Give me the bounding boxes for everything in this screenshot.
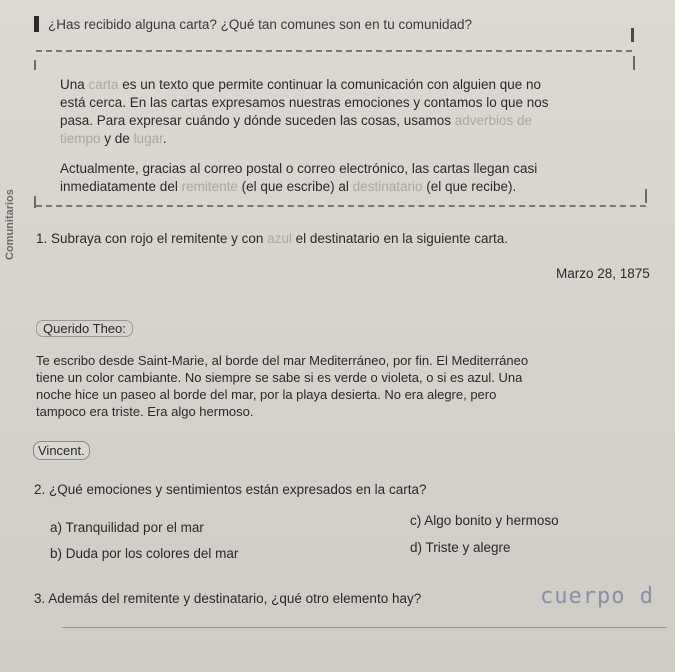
box-right-tick <box>633 56 635 70</box>
info-p1-line3 <box>60 112 532 130</box>
info-p2-line2 <box>60 178 516 196</box>
box-top-border <box>36 50 632 52</box>
question-1-c: el destinatario en la siguiente carta. <box>291 231 509 246</box>
term-destinatario: destinatario <box>352 179 423 194</box>
option-b[interactable]: b) Duda por los colores del mar <box>50 546 239 561</box>
box-bottom-border <box>36 205 646 207</box>
letter-body-line3: noche hice un paseo al borde del mar, por la playa desierta. No era alegre, pero <box>36 387 497 402</box>
header-marker <box>34 16 39 32</box>
option-a[interactable]: a) Tranquilidad por el mar <box>50 520 204 535</box>
letter-body-line2: tiene un color cambiante. No siempre se sabe si es verde o violeta, o si es azul. Una <box>36 370 523 385</box>
info-p1-line4-d: . <box>162 131 167 146</box>
letter-signature: Vincent. <box>33 441 90 460</box>
letter-body-line1: Te escribo desde Saint-Marie, al borde del mar Mediterráneo, por fin. El Mediterráneo <box>36 353 529 368</box>
info-p1-line4-b: y de <box>100 131 134 146</box>
option-d[interactable]: d) Triste y alegre <box>410 540 511 555</box>
info-p1-line1-text: Una carta es un texto que permite continuar la comunicación con alguien que no <box>60 77 542 92</box>
letter-date: Marzo 28, 1875 <box>556 266 650 281</box>
term-tiempo: tiempo <box>60 131 101 146</box>
letter-body-line4: tampoco era triste. Era algo hermoso. <box>36 404 254 419</box>
question-1 <box>36 230 508 248</box>
term-adverbios: adverbios de <box>454 113 533 128</box>
side-label: Comunitarios <box>4 189 16 260</box>
info-p1-line4 <box>60 130 167 148</box>
info-p1-line3-a: pasa. Para expresar cuándo y dónde suceden las cosas, usamos <box>60 113 455 128</box>
info-p2-line2-e: (el que recibe). <box>422 179 517 194</box>
box-left-tick-bottom <box>34 196 36 208</box>
info-p2-line2-c: (el que escribe) al <box>237 179 353 194</box>
header-marker-right <box>631 28 634 42</box>
term-lugar: lugar <box>133 131 163 146</box>
question-3: 3. Además del remitente y destinatario, ¿qué otro elemento hay? <box>34 591 422 606</box>
handwritten-answer: cuerpo d <box>540 584 654 609</box>
intro-question: ¿Has recibido alguna carta? ¿Qué tan comunes son en tu comunidad? <box>48 17 472 32</box>
question-2: 2. ¿Qué emociones y sentimientos están expresados en la carta? <box>34 482 427 497</box>
answer-line[interactable] <box>62 627 667 628</box>
term-carta: carta <box>88 77 119 92</box>
box-left-tick <box>34 60 36 70</box>
term-remitente: remitente <box>181 179 238 194</box>
info-p1-line1 <box>60 76 541 94</box>
term-azul: azul <box>267 231 292 246</box>
info-p2-line1: Actualmente, gracias al correo postal o correo electrónico, las cartas llegan casi <box>60 161 538 176</box>
letter-greeting: Querido Theo: <box>36 320 133 337</box>
info-p2-line2-a: inmediatamente del <box>60 179 182 194</box>
box-right-tick-bottom <box>645 189 647 203</box>
question-1-a: 1. Subraya con rojo el remitente y con <box>36 231 268 246</box>
info-p1-line2: está cerca. En las cartas expresamos nuestras emociones y contamos lo que nos <box>60 95 549 110</box>
option-c[interactable]: c) Algo bonito y hermoso <box>410 513 559 528</box>
